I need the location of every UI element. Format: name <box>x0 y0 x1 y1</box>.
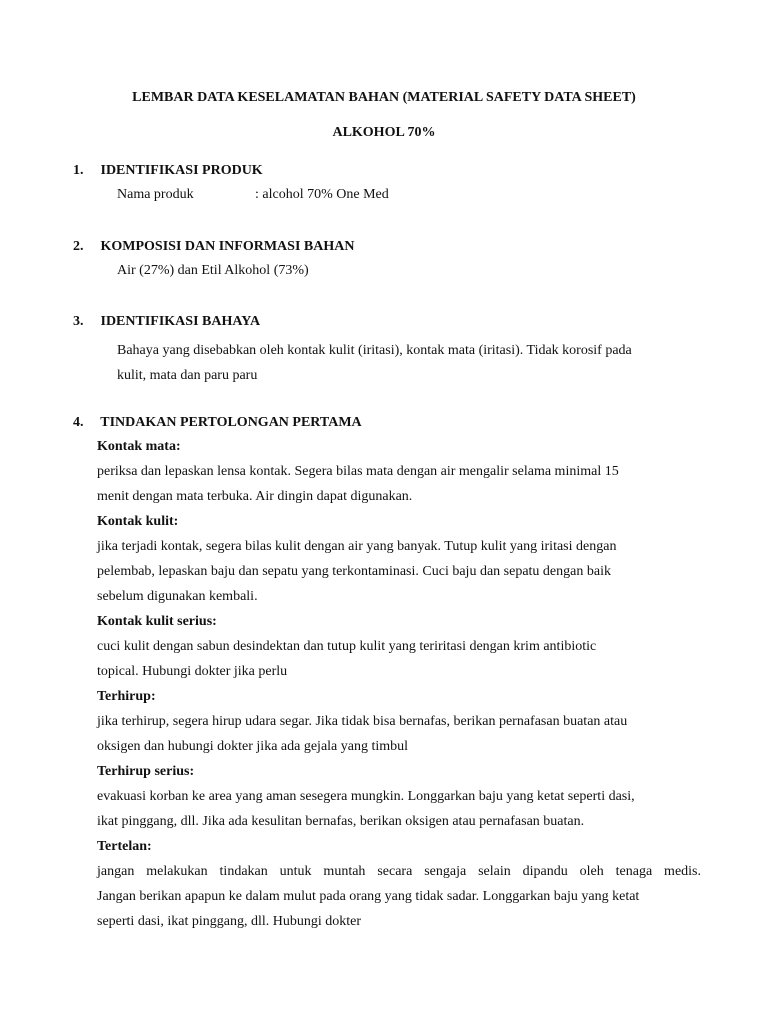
first-aid-item-skin-contact <box>97 509 701 609</box>
first-aid-item-eye-contact <box>97 434 701 509</box>
first-aid-item-serious-inhalation <box>97 759 701 834</box>
section-title: TINDAKAN PERTOLONGAN PERTAMA <box>100 415 362 430</box>
product-name-row <box>117 182 703 207</box>
first-aid-item-ingestion <box>97 834 701 934</box>
first-aid-item-inhalation <box>97 684 701 759</box>
section-first-aid <box>73 414 703 934</box>
first-aid-item-heading: Terhirup serius: <box>97 764 195 779</box>
section-number: 1. <box>73 163 84 178</box>
first-aid-item-heading: Terhirup: <box>97 689 156 704</box>
section-composition <box>73 238 703 283</box>
first-aid-item-heading: Kontak kulit serius: <box>97 614 217 629</box>
section-number: 4. <box>73 415 84 430</box>
first-aid-item-line: topical. Hubungi dokter jika perlu <box>97 664 288 679</box>
product-name-label: Nama produk <box>117 187 194 202</box>
section-title: IDENTIFIKASI PRODUK <box>100 163 263 178</box>
first-aid-item-line: oksigen dan hubungi dokter jika ada gejala yang timbul <box>97 739 409 754</box>
first-aid-item-line: Jangan berikan apapun ke dalam mulut pada orang yang tidak sadar. Longgarkan baju yang ketat <box>97 889 640 904</box>
hazard-text <box>117 338 703 388</box>
first-aid-item-line: jangan melakukan tindakan untuk muntah secara sengaja selain dipandu oleh tenaga medis. <box>97 864 701 879</box>
section-title: KOMPOSISI DAN INFORMASI BAHAN <box>100 239 355 254</box>
hazard-line: Bahaya yang disebabkan oleh kontak kulit (iritasi), kontak mata (iritasi). Tidak korosif pada <box>117 343 632 358</box>
first-aid-item-heading: Tertelan: <box>97 839 152 854</box>
first-aid-item-line: sebelum digunakan kembali. <box>97 589 258 604</box>
hazard-line: kulit, mata dan paru paru <box>117 368 258 383</box>
section-product-identification <box>73 162 703 207</box>
first-aid-body <box>97 434 701 934</box>
section-number: 2. <box>73 239 84 254</box>
product-name-value: : alcohol 70% One Med <box>255 187 389 202</box>
document-subtitle: ALKOHOL 70% <box>332 125 436 140</box>
first-aid-item-heading: Kontak kulit: <box>97 514 179 529</box>
first-aid-item-line: pelembab, lepaskan baju dan sepatu yang terkontaminasi. Cuci baju dan sepatu dengan baik <box>97 564 611 579</box>
first-aid-item-line: cuci kulit dengan sabun desindektan dan tutup kulit yang teriritasi dengan krim antibiotic <box>97 639 597 654</box>
composition-text: Air (27%) dan Etil Alkohol (73%) <box>117 263 309 278</box>
first-aid-item-heading: Kontak mata: <box>97 439 181 454</box>
first-aid-item-line: ikat pinggang, dll. Jika ada kesulitan bernafas, berikan oksigen atau pernafasan buatan. <box>97 814 585 829</box>
section-number: 3. <box>73 314 84 329</box>
first-aid-item-line: jika terhirup, segera hirup udara segar. Jika tidak bisa bernafas, berikan pernafasan buatan atau <box>97 714 628 729</box>
section-heading <box>73 238 703 256</box>
first-aid-item-serious-skin-contact <box>97 609 701 684</box>
section-heading <box>73 313 703 331</box>
first-aid-item-line: evakuasi korban ke area yang aman sesegera mungkin. Longgarkan baju yang ketat seperti dasi, <box>97 789 635 804</box>
first-aid-item-line: periksa dan lepaskan lensa kontak. Segera bilas mata dengan air mengalir selama minimal 15 <box>97 464 619 479</box>
first-aid-item-line: jika terjadi kontak, segera bilas kulit dengan air yang banyak. Tutup kulit yang iritasi dengan <box>97 539 617 554</box>
first-aid-item-line: menit dengan mata terbuka. Air dingin dapat digunakan. <box>97 489 413 504</box>
section-hazard-identification <box>73 313 703 388</box>
document-title: LEMBAR DATA KESELAMATAN BAHAN (MATERIAL SAFETY DATA SHEET) <box>132 90 636 105</box>
section-heading <box>73 414 703 432</box>
first-aid-item-line: seperti dasi, ikat pinggang, dll. Hubungi dokter <box>97 914 362 929</box>
section-heading <box>73 162 703 180</box>
section-title: IDENTIFIKASI BAHAYA <box>100 314 261 329</box>
